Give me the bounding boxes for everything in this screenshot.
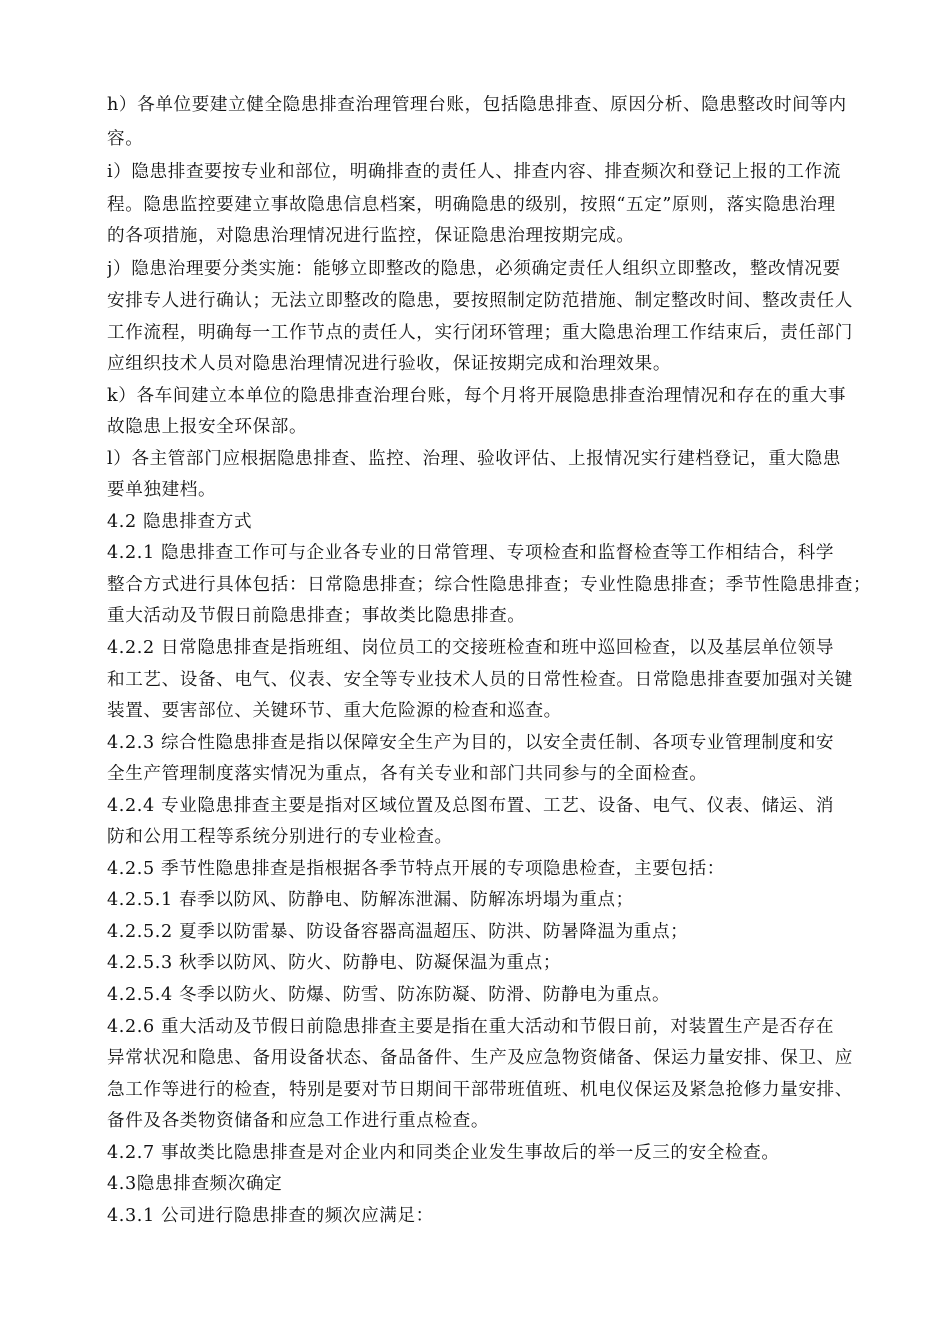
text-line: 4.2.5.4 冬季以防火、防爆、防雪、防冻防凝、防滑、防静电为重点。 bbox=[107, 985, 671, 1005]
text-line: k）各车间建立本单位的隐患排查治理台账，每个月将开展隐患排查治理情况和存在的重大事 bbox=[107, 386, 847, 406]
text-line: 应组织技术人员对隐患治理情况进行验收，保证按期完成和治理效果。 bbox=[107, 354, 672, 374]
text-line: 4.2.3 综合性隐患排查是指以保障安全生产为目的，以安全责任制、各项专业管理制度和安 bbox=[107, 733, 835, 753]
text-line: j）隐患治理要分类实施：能够立即整改的隐患，必须确定责任人组织立即整改，整改情况要 bbox=[107, 259, 841, 279]
section-heading: 4.3隐患排查频次确定 bbox=[107, 1174, 283, 1194]
text-line: 4.2.5.1 春季以防风、防静电、防解冻泄漏、防解冻坍塌为重点； bbox=[107, 890, 634, 910]
text-line: 重大活动及节假日前隐患排查；事故类比隐患排查。 bbox=[107, 606, 526, 626]
text-line: 容。 bbox=[107, 129, 144, 149]
text-line: 程。隐患监控要建立事故隐患信息档案，明确隐患的级别，按照“五定”原则，落实隐患治理 bbox=[107, 195, 836, 215]
text-line: 4.2.5.3 秋季以防风、防火、防静电、防凝保温为重点； bbox=[107, 953, 562, 973]
text-line: 整合方式进行具体包括：日常隐患排查；综合性隐患排查；专业性隐患排查；季节性隐患排查； bbox=[107, 575, 872, 595]
text-line: 4.2.7 事故类比隐患排查是对企业内和同类企业发生事故后的举一反三的安全检查。 bbox=[107, 1143, 780, 1163]
text-line: 工作流程，明确每一工作节点的责任人，实行闭环管理；重大隐患治理工作结束后，责任部门 bbox=[107, 323, 853, 343]
text-line: 全生产管理制度落实情况为重点，各有关专业和部门共同参与的全面检查。 bbox=[107, 764, 708, 784]
text-line: 和工艺、设备、电气、仪表、安全等专业技术人员的日常性检查。日常隐患排查要加强对关键 bbox=[107, 670, 853, 690]
text-line: 4.2.6 重大活动及节假日前隐患排查主要是指在重大活动和节假日前，对装置生产是否存在 bbox=[107, 1017, 835, 1037]
text-line: 4.2.5.2 夏季以防雷暴、防设备容器高温超压、防洪、防暑降温为重点； bbox=[107, 922, 689, 942]
text-line: 防和公用工程等系统分别进行的专业检查。 bbox=[107, 827, 453, 847]
text-line: 4.2.5 季节性隐患排查是指根据各季节特点开展的专项隐患检查，主要包括： bbox=[107, 859, 725, 879]
text-line: h）各单位要建立健全隐患排查治理管理台账，包括隐患排查、原因分析、隐患整改时间等内 bbox=[107, 95, 847, 115]
text-line: 4.2.2 日常隐患排查是指班组、岗位员工的交接班检查和班中巡回检查，以及基层单位领导 bbox=[107, 638, 835, 658]
text-line: l）各主管部门应根据隐患排查、监控、治理、验收评估、上报情况实行建档登记，重大隐患 bbox=[107, 449, 841, 469]
text-line: 异常状况和隐患、备用设备状态、备品备件、生产及应急物资储备、保运力量安排、保卫、应 bbox=[107, 1048, 853, 1068]
section-heading: 4.2 隐患排查方式 bbox=[107, 512, 253, 532]
text-line: 装置、要害部位、关键环节、重大危险源的检查和巡查。 bbox=[107, 701, 562, 721]
text-line: 4.2.1 隐患排查工作可与企业各专业的日常管理、专项检查和监督检查等工作相结合，科学 bbox=[107, 543, 835, 563]
text-line: 的各项措施，对隐患治理情况进行监控，保证隐患治理按期完成。 bbox=[107, 226, 635, 246]
text-line: 要单独建档。 bbox=[107, 480, 217, 500]
text-line: 4.3.1 公司进行隐患排查的频次应满足： bbox=[107, 1206, 434, 1226]
text-line: 故隐患上报安全环保部。 bbox=[107, 417, 308, 437]
text-line: 备件及各类物资储备和应急工作进行重点检查。 bbox=[107, 1111, 490, 1131]
text-line: 安排专人进行确认；无法立即整改的隐患，要按照制定防范措施、制定整改时间、整改责任人 bbox=[107, 291, 853, 311]
text-line: 急工作等进行的检查，特别是要对节日期间干部带班值班、机电仪保运及紧急抢修力量安排、 bbox=[107, 1080, 853, 1100]
text-line: 4.2.4 专业隐患排查主要是指对区域位置及总图布置、工艺、设备、电气、仪表、储运、消 bbox=[107, 796, 835, 816]
text-line: i）隐患排查要按专业和部位，明确排查的责任人、排查内容、排查频次和登记上报的工作流 bbox=[107, 162, 841, 182]
